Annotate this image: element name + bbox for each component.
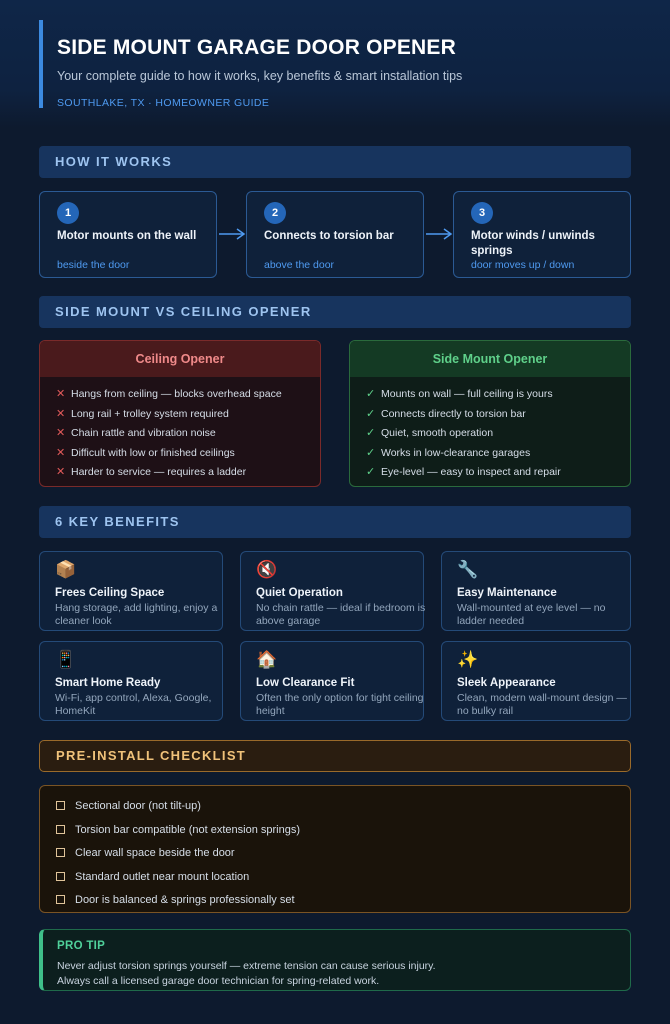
section-header-checklist: PRE-INSTALL CHECKLIST bbox=[39, 740, 631, 772]
list-item: ✕ Harder to service — requires a ladder bbox=[56, 463, 320, 483]
step-title: Motor winds / unwinds springs bbox=[471, 230, 595, 257]
step-detail: door moves up / down bbox=[471, 259, 575, 271]
step-number: 3 bbox=[471, 202, 493, 224]
checklist-item: Standard outlet near mount location bbox=[56, 866, 630, 890]
side-mount-opener-card bbox=[349, 340, 631, 487]
section-header-comparison: SIDE MOUNT VS CEILING OPENER bbox=[39, 296, 631, 328]
checklist-item: Torsion bar compatible (not extension springs) bbox=[56, 819, 630, 843]
arrow-right-icon bbox=[425, 226, 453, 242]
box-icon: 📦 bbox=[55, 560, 77, 579]
checklist-panel bbox=[39, 785, 631, 913]
ceiling-opener-card bbox=[39, 340, 321, 487]
benefit-card-easy-maintenance bbox=[441, 551, 631, 631]
ceiling-opener-heading: Ceiling Opener bbox=[40, 341, 320, 377]
check-mark-icon: ✓ bbox=[366, 407, 376, 420]
check-mark-icon: ✓ bbox=[366, 446, 376, 459]
benefit-card-low-clearance-fit bbox=[240, 641, 424, 721]
benefit-description: Hang storage, add lighting, enjoy a cleaner look bbox=[55, 602, 218, 627]
x-mark-icon: ✕ bbox=[56, 407, 66, 420]
step-card-1 bbox=[39, 191, 217, 278]
checkbox-icon[interactable] bbox=[56, 895, 65, 904]
x-mark-icon: ✕ bbox=[56, 466, 66, 479]
pro-tip-title: PRO TIP bbox=[57, 940, 106, 952]
benefit-card-frees-ceiling-space bbox=[39, 551, 223, 631]
step-detail: above the door bbox=[264, 259, 335, 271]
benefit-title: Sleek Appearance bbox=[457, 677, 556, 689]
x-mark-icon: ✕ bbox=[56, 388, 66, 400]
step-card-2 bbox=[246, 191, 424, 278]
step-card-3 bbox=[453, 191, 631, 278]
page-header bbox=[0, 0, 670, 128]
benefit-description: Wi-Fi, app control, Alexa, Google, HomeKit bbox=[55, 692, 212, 717]
header-accent-bar bbox=[39, 20, 43, 108]
list-item: ✓ Mounts on wall — full ceiling is yours bbox=[366, 385, 630, 405]
checklist-item: Door is balanced & springs professionally set bbox=[56, 889, 630, 913]
section-header-benefits: 6 KEY BENEFITS bbox=[39, 506, 631, 538]
benefit-card-quiet-operation bbox=[240, 551, 424, 631]
section-header-how-it-works: HOW IT WORKS bbox=[39, 146, 631, 178]
checklist-item: Sectional door (not tilt-up) bbox=[56, 795, 630, 819]
step-title: Connects to torsion bar bbox=[264, 230, 394, 242]
arrow-right-icon bbox=[218, 226, 246, 242]
page-subtitle: Your complete guide to how it works, key benefits & smart installation tips bbox=[57, 69, 463, 83]
pro-tip-line: Never adjust torsion springs yourself — extreme tension can cause serious injury. bbox=[57, 960, 436, 972]
house-icon: 🏠 bbox=[256, 650, 278, 669]
step-number: 1 bbox=[57, 202, 79, 224]
step-detail: beside the door bbox=[57, 259, 130, 271]
benefit-description: Often the only option for tight ceiling height bbox=[256, 692, 424, 717]
benefit-card-smart-home-ready bbox=[39, 641, 223, 721]
pro-tip-text bbox=[57, 959, 436, 989]
benefit-title: Low Clearance Fit bbox=[256, 677, 355, 689]
benefit-title: Smart Home Ready bbox=[55, 677, 161, 689]
phone-icon: 📱 bbox=[55, 650, 77, 669]
benefit-title: Easy Maintenance bbox=[457, 587, 557, 599]
step-title: Motor mounts on the wall bbox=[57, 230, 197, 242]
check-mark-icon: ✓ bbox=[366, 388, 376, 400]
check-mark-icon: ✓ bbox=[366, 466, 376, 479]
page-title: SIDE MOUNT GARAGE DOOR OPENER bbox=[57, 36, 456, 59]
list-item: ✕ Long rail + trolley system required bbox=[56, 405, 320, 425]
check-mark-icon: ✓ bbox=[366, 427, 376, 440]
x-mark-icon: ✕ bbox=[56, 446, 66, 459]
list-item: ✓ Quiet, smooth operation bbox=[366, 424, 630, 444]
list-item: ✕ Hangs from ceiling — blocks overhead space bbox=[56, 385, 320, 405]
list-item: ✓ Works in low-clearance garages bbox=[366, 444, 630, 464]
checkbox-icon[interactable] bbox=[56, 872, 65, 881]
wrench-icon: 🔧 bbox=[457, 560, 479, 579]
muted-speaker-icon: 🔇 bbox=[256, 560, 278, 579]
side-mount-opener-heading: Side Mount Opener bbox=[350, 341, 630, 377]
sparkles-icon: ✨ bbox=[457, 650, 479, 669]
checkbox-icon[interactable] bbox=[56, 801, 65, 810]
benefit-title: Quiet Operation bbox=[256, 587, 343, 599]
benefit-description: Wall-mounted at eye level — no ladder needed bbox=[457, 602, 606, 627]
list-item: ✕ Difficult with low or finished ceilings bbox=[56, 444, 320, 464]
checklist-item: Clear wall space beside the door bbox=[56, 842, 630, 866]
list-item: ✓ Connects directly to torsion bar bbox=[366, 405, 630, 425]
step-number: 2 bbox=[264, 202, 286, 224]
list-item: ✕ Chain rattle and vibration noise bbox=[56, 424, 320, 444]
benefit-title: Frees Ceiling Space bbox=[55, 587, 165, 599]
pro-tip-line: Always call a licensed garage door technician for spring-related work. bbox=[57, 975, 380, 987]
benefit-description: No chain rattle — ideal if bedroom is above garage bbox=[256, 602, 426, 627]
benefit-card-sleek-appearance bbox=[441, 641, 631, 721]
benefit-description: Clean, modern wall-mount design — no bulky rail bbox=[457, 692, 627, 717]
list-item: ✓ Eye-level — easy to inspect and repair bbox=[366, 463, 630, 483]
checkbox-icon[interactable] bbox=[56, 848, 65, 857]
pro-tip-box bbox=[39, 929, 631, 991]
x-mark-icon: ✕ bbox=[56, 427, 66, 440]
location-tag: SOUTHLAKE, TX · HOMEOWNER GUIDE bbox=[57, 97, 270, 109]
checkbox-icon[interactable] bbox=[56, 825, 65, 834]
